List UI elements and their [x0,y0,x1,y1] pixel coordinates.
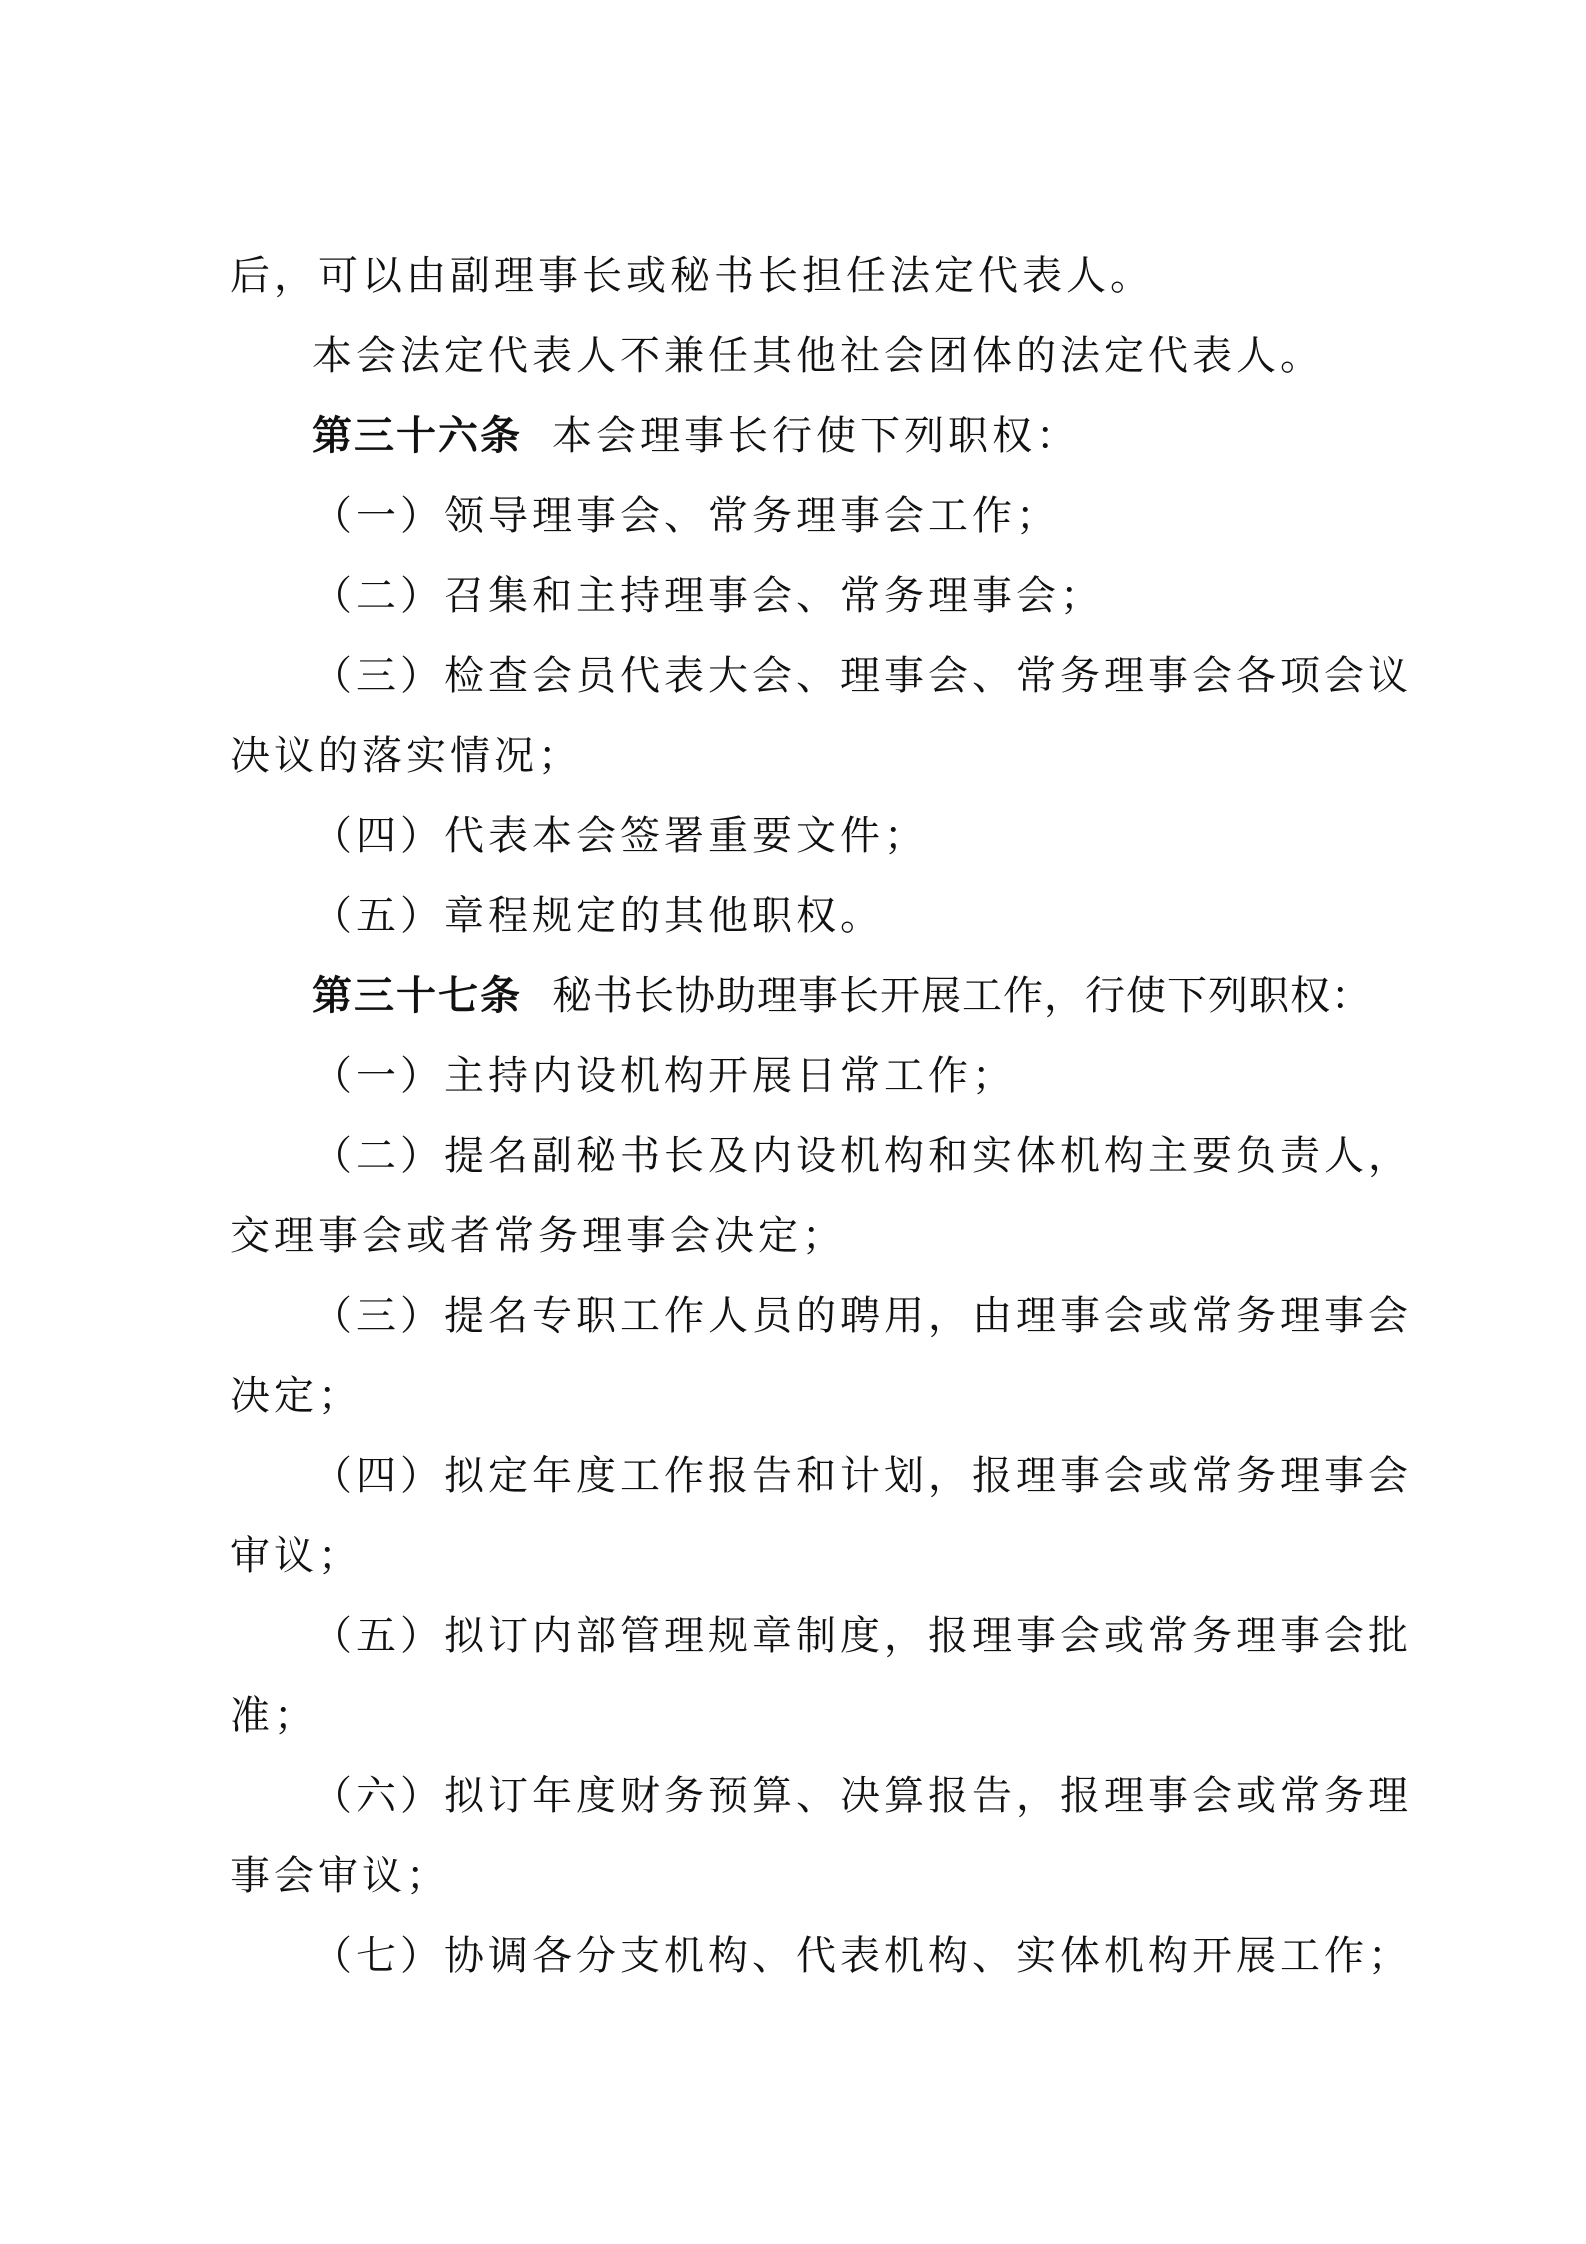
article-37-text: 秘书长协助理事长开展工作，行使下列职权： [552,973,1372,1019]
list-item: （五）章程规定的其他职权。 [312,893,884,939]
text-line: 决议的落实情况； [230,733,582,779]
text-line: 事会审议； [230,1853,450,1899]
article-37-title: 第三十七条 [312,973,522,1019]
list-item: （一）领导理事会、常务理事会工作； [312,493,1060,539]
text-line: 准； [230,1693,318,1739]
list-item: （二）提名副秘书长及内设机构和实体机构主要负责人， [312,1133,1412,1179]
list-item: （一）主持内设机构开展日常工作； [312,1053,1016,1099]
text-line: 本会法定代表人不兼任其他社会团体的法定代表人。 [312,333,1324,379]
text-line: 交理事会或者常务理事会决定； [230,1213,846,1259]
list-item: （二）召集和主持理事会、常务理事会； [312,573,1104,619]
article-37-heading-line [230,956,1370,1036]
text-line: 后，可以由副理事长或秘书长担任法定代表人。 [230,253,1154,299]
text-line: 审议； [230,1533,362,1579]
text-line: 决定； [230,1373,362,1419]
article-36-heading-line [230,396,1370,476]
list-item: （七）协调各分支机构、代表机构、实体机构开展工作； [312,1933,1412,1979]
article-36-title: 第三十六条 [312,413,522,459]
list-item: （五）拟订内部管理规章制度，报理事会或常务理事会批 [312,1613,1412,1659]
list-item: （三）提名专职工作人员的聘用，由理事会或常务理事会 [312,1293,1412,1339]
document-body [230,236,1412,1996]
article-36-text: 本会理事长行使下列职权： [552,413,1080,459]
list-item: （六）拟订年度财务预算、决算报告，报理事会或常务理 [312,1773,1412,1819]
list-item: （四）代表本会签署重要文件； [312,813,928,859]
list-item: （四）拟定年度工作报告和计划，报理事会或常务理事会 [312,1453,1412,1499]
list-item: （三）检查会员代表大会、理事会、常务理事会各项会议 [312,653,1412,699]
